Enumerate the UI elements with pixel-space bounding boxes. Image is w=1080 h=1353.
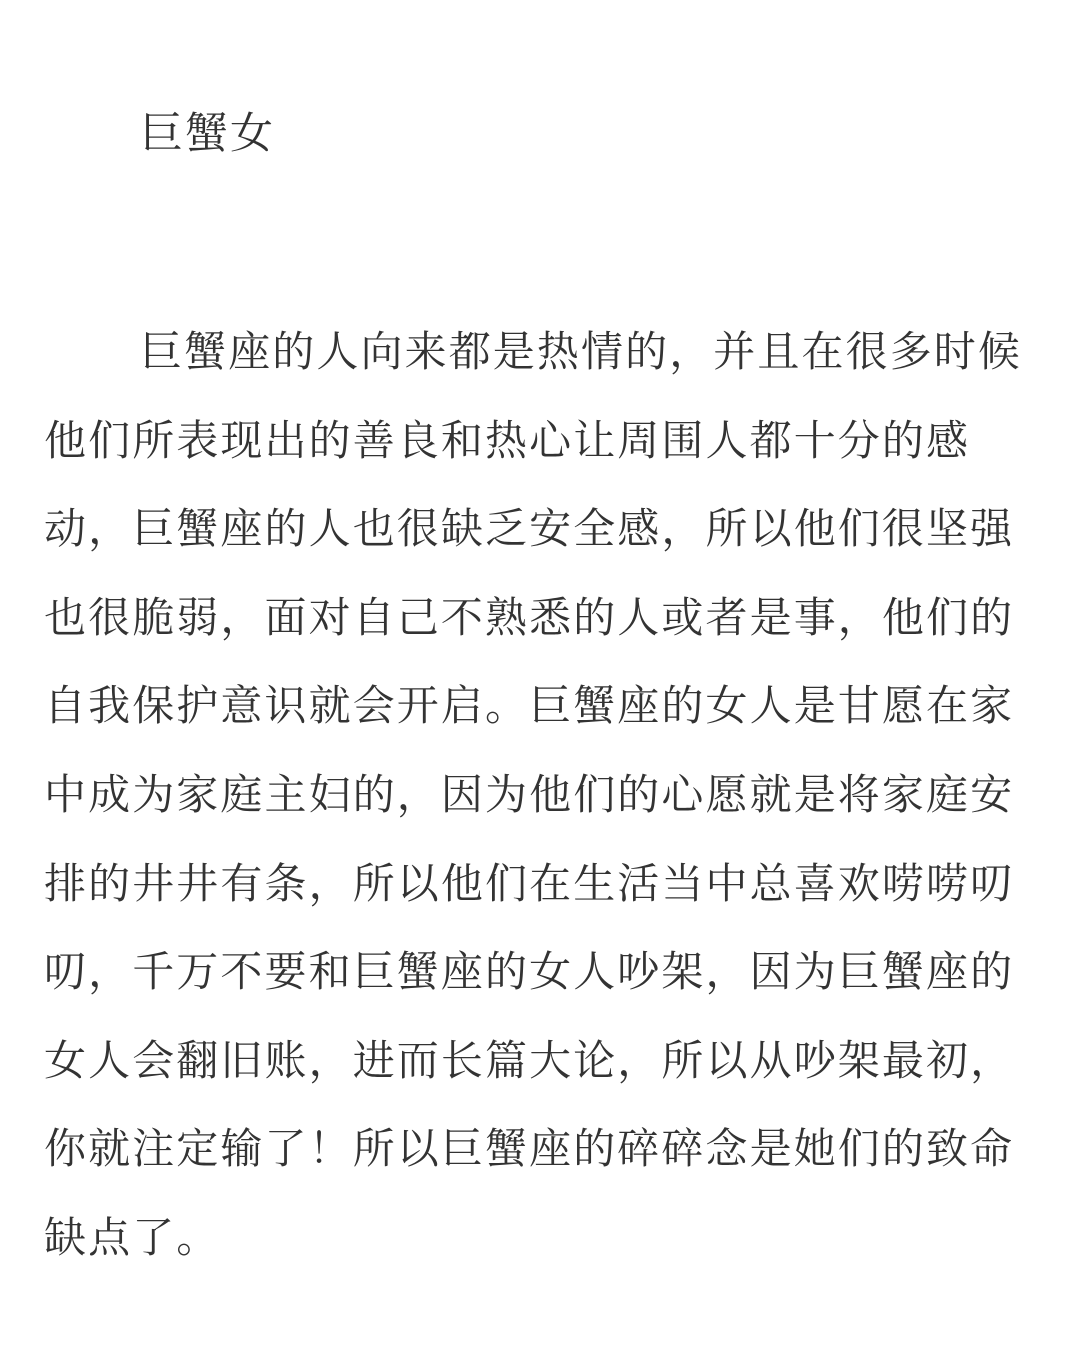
paragraph-line: 缺点了。: [44, 1212, 221, 1262]
paragraph-line: 排的井井有条，所以他们在生活当中总喜欢唠唠叨: [44, 858, 1015, 908]
paragraph-line: 他们所表现出的善良和热心让周围人都十分的感: [44, 415, 971, 465]
paragraph-line: 中成为家庭主妇的，因为他们的心愿就是将家庭安: [44, 769, 1015, 819]
paragraph-line: 你就注定输了！所以巨蟹座的碎碎念是她们的致命: [44, 1124, 1015, 1174]
paragraph-line: 女人会翻旧账，进而长篇大论，所以从吵架最初，: [44, 1035, 1015, 1085]
paragraph-line: 叨，千万不要和巨蟹座的女人吵架，因为巨蟹座的: [44, 947, 1015, 997]
article-paragraph: [44, 322, 1034, 1297]
paragraph-line: 巨蟹座的人向来都是热情的，并且在很多时候: [140, 327, 1023, 376]
paragraph-line: 也很脆弱，面对自己不熟悉的人或者是事，他们的: [44, 592, 1015, 642]
paragraph-line: 动，巨蟹座的人也很缺乏安全感，所以他们很坚强: [44, 504, 1015, 554]
paragraph-line: 自我保护意识就会开启。巨蟹座的女人是甘愿在家: [44, 681, 1015, 731]
article-heading: 巨蟹女: [140, 109, 275, 159]
